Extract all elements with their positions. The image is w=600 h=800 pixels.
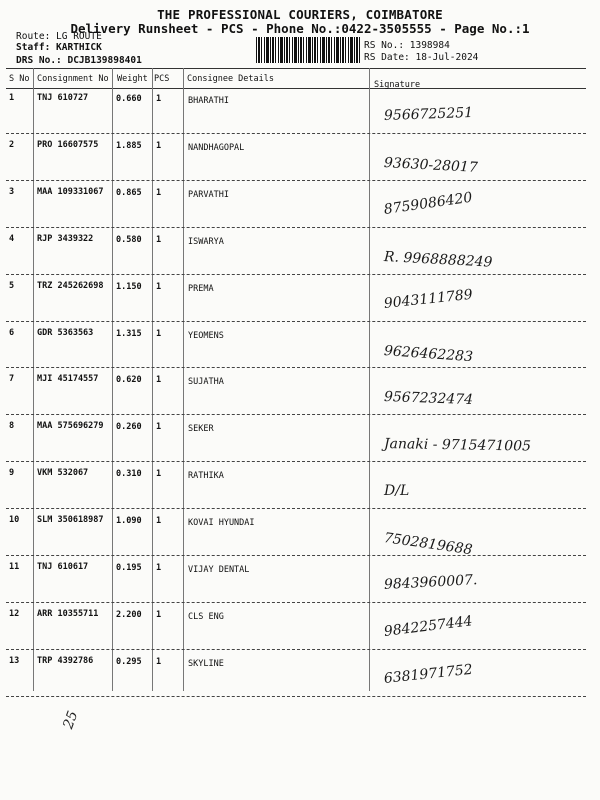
row-sno: 9 [9,468,15,479]
row-consignment-no: ARR 10355711 [37,608,99,619]
row-pcs: 1 [156,563,162,573]
row-consignment-no: RJP 3439322 [37,233,94,244]
column-divider [152,68,153,691]
col-header-consignment: Consignment No [37,74,109,84]
row-sno: 7 [9,374,15,385]
row-separator [6,321,586,322]
row-separator [6,602,586,603]
row-separator [6,367,586,368]
row-sno: 12 [9,608,20,619]
row-consignee: CLS ENG [188,611,224,622]
row-weight: 0.195 [116,563,142,573]
row-signature: R. 9968888249 [383,248,493,271]
row-consignment-no: GDR 5363563 [37,327,94,338]
row-consignment-no: TRP 4392786 [37,655,94,666]
row-sno: 4 [9,233,15,244]
row-weight: 1.090 [116,516,142,527]
row-pcs: 1 [156,140,162,151]
row-signature: 9567232474 [383,389,474,409]
row-consignment-no: PRO 16607575 [37,139,99,150]
row-signature: 6381971752 [383,661,474,687]
row-separator [6,461,586,462]
header-top-rule [6,68,586,69]
row-signature: 9626462283 [383,342,474,365]
row-pcs: 1 [156,422,162,433]
col-header-consignee: Consignee Details [187,74,274,84]
row-consignment-no: TNJ 610617 [37,562,89,572]
row-separator [6,555,586,556]
row-weight: 0.260 [116,422,142,433]
row-consignment-no: MAA 575696279 [37,421,104,432]
row-consignee: RATHIKA [188,471,224,482]
barcode [256,37,360,63]
row-consignee: SEKER [188,424,214,435]
row-weight: 2.200 [116,609,142,620]
row-consignment-no: SLM 350618987 [37,515,104,526]
handwritten-page-mark: 25 [60,708,82,732]
staff-label: Staff: KARTHICK [16,42,102,53]
row-separator [6,508,586,509]
row-pcs: 1 [156,375,162,386]
column-divider [112,68,113,691]
row-sno: 8 [9,421,15,432]
row-signature: 8759086420 [382,189,474,218]
row-signature: 9566725251 [383,104,474,124]
row-separator [6,649,586,650]
row-weight: 0.865 [116,187,142,198]
column-divider [183,68,184,691]
row-signature: Janaki - 9715471005 [383,436,532,455]
row-sno: 13 [9,655,20,666]
col-header-pcs: PCS [154,74,170,84]
row-separator [6,133,586,134]
row-pcs: 1 [156,94,162,104]
header-bottom-rule [6,88,586,89]
row-separator [6,227,586,228]
rs-date: RS Date: 18-Jul-2024 [364,52,479,63]
row-pcs: 1 [156,281,162,292]
row-pcs: 1 [156,609,162,620]
row-weight: 1.315 [116,328,142,339]
row-sno: 6 [9,327,15,338]
row-consignee: SUJATHA [188,377,224,388]
row-consignee: BHARATHI [188,96,229,106]
row-signature: 9043111789 [383,286,474,312]
runsheet-subtitle: Delivery Runsheet - PCS - Phone No.:0422-3505555 - Page No.:1 [70,21,530,36]
row-signature: 9842257444 [383,613,474,640]
row-consignee: SKYLINE [188,658,224,669]
row-sno: 1 [9,93,15,103]
row-consignment-no: TRZ 245262698 [37,280,104,291]
row-consignee: KOVAI HYUNDAI [188,518,255,529]
row-separator [6,414,586,415]
row-consignment-no: TNJ 610727 [37,93,89,103]
row-consignee: ISWARYA [188,236,224,247]
row-consignee: YEOMENS [188,330,224,341]
row-pcs: 1 [156,469,162,480]
row-signature: 93630-28017 [383,154,479,176]
row-pcs: 1 [156,328,162,339]
row-sno: 2 [9,139,15,150]
row-signature: D/L [384,483,410,500]
column-divider [33,68,34,691]
row-separator [6,696,586,697]
row-sno: 11 [9,562,20,572]
row-signature: 7502819688 [382,530,474,559]
row-signature: 9843960007. [383,572,478,593]
row-weight: 0.295 [116,656,142,667]
col-header-sno: S No [9,74,30,84]
rs-number: RS No.: 1398984 [364,40,450,51]
row-pcs: 1 [156,234,162,245]
row-weight: 0.620 [116,375,142,386]
row-sno: 5 [9,280,15,291]
route-label: Route: LG ROUTE [16,31,102,42]
row-weight: 0.310 [116,469,142,480]
row-consignment-no: VKM 532067 [37,468,89,479]
column-divider [369,68,370,691]
row-consignee: NANDHAGOPAL [188,142,245,153]
row-sno: 10 [9,515,20,526]
col-header-weight: Weight [117,74,148,84]
row-weight: 0.580 [116,234,142,245]
row-weight: 0.660 [116,94,142,104]
row-weight: 1.150 [116,281,142,292]
row-consignment-no: MJI 45174557 [37,374,99,385]
row-pcs: 1 [156,656,162,667]
drs-number: DRS No.: DCJB139898401 [16,55,142,66]
row-consignee: PARVATHI [188,189,229,200]
row-separator [6,274,586,275]
row-pcs: 1 [156,516,162,527]
row-consignment-no: MAA 109331067 [37,186,104,197]
row-weight: 1.885 [116,140,142,151]
row-consignee: VIJAY DENTAL [188,565,250,575]
row-consignee: PREMA [188,283,214,294]
col-header-signature: Signature [374,80,421,90]
company-title: THE PROFESSIONAL COURIERS, COIMBATORE [157,7,443,22]
row-separator [6,180,586,181]
row-pcs: 1 [156,187,162,198]
row-sno: 3 [9,186,15,197]
